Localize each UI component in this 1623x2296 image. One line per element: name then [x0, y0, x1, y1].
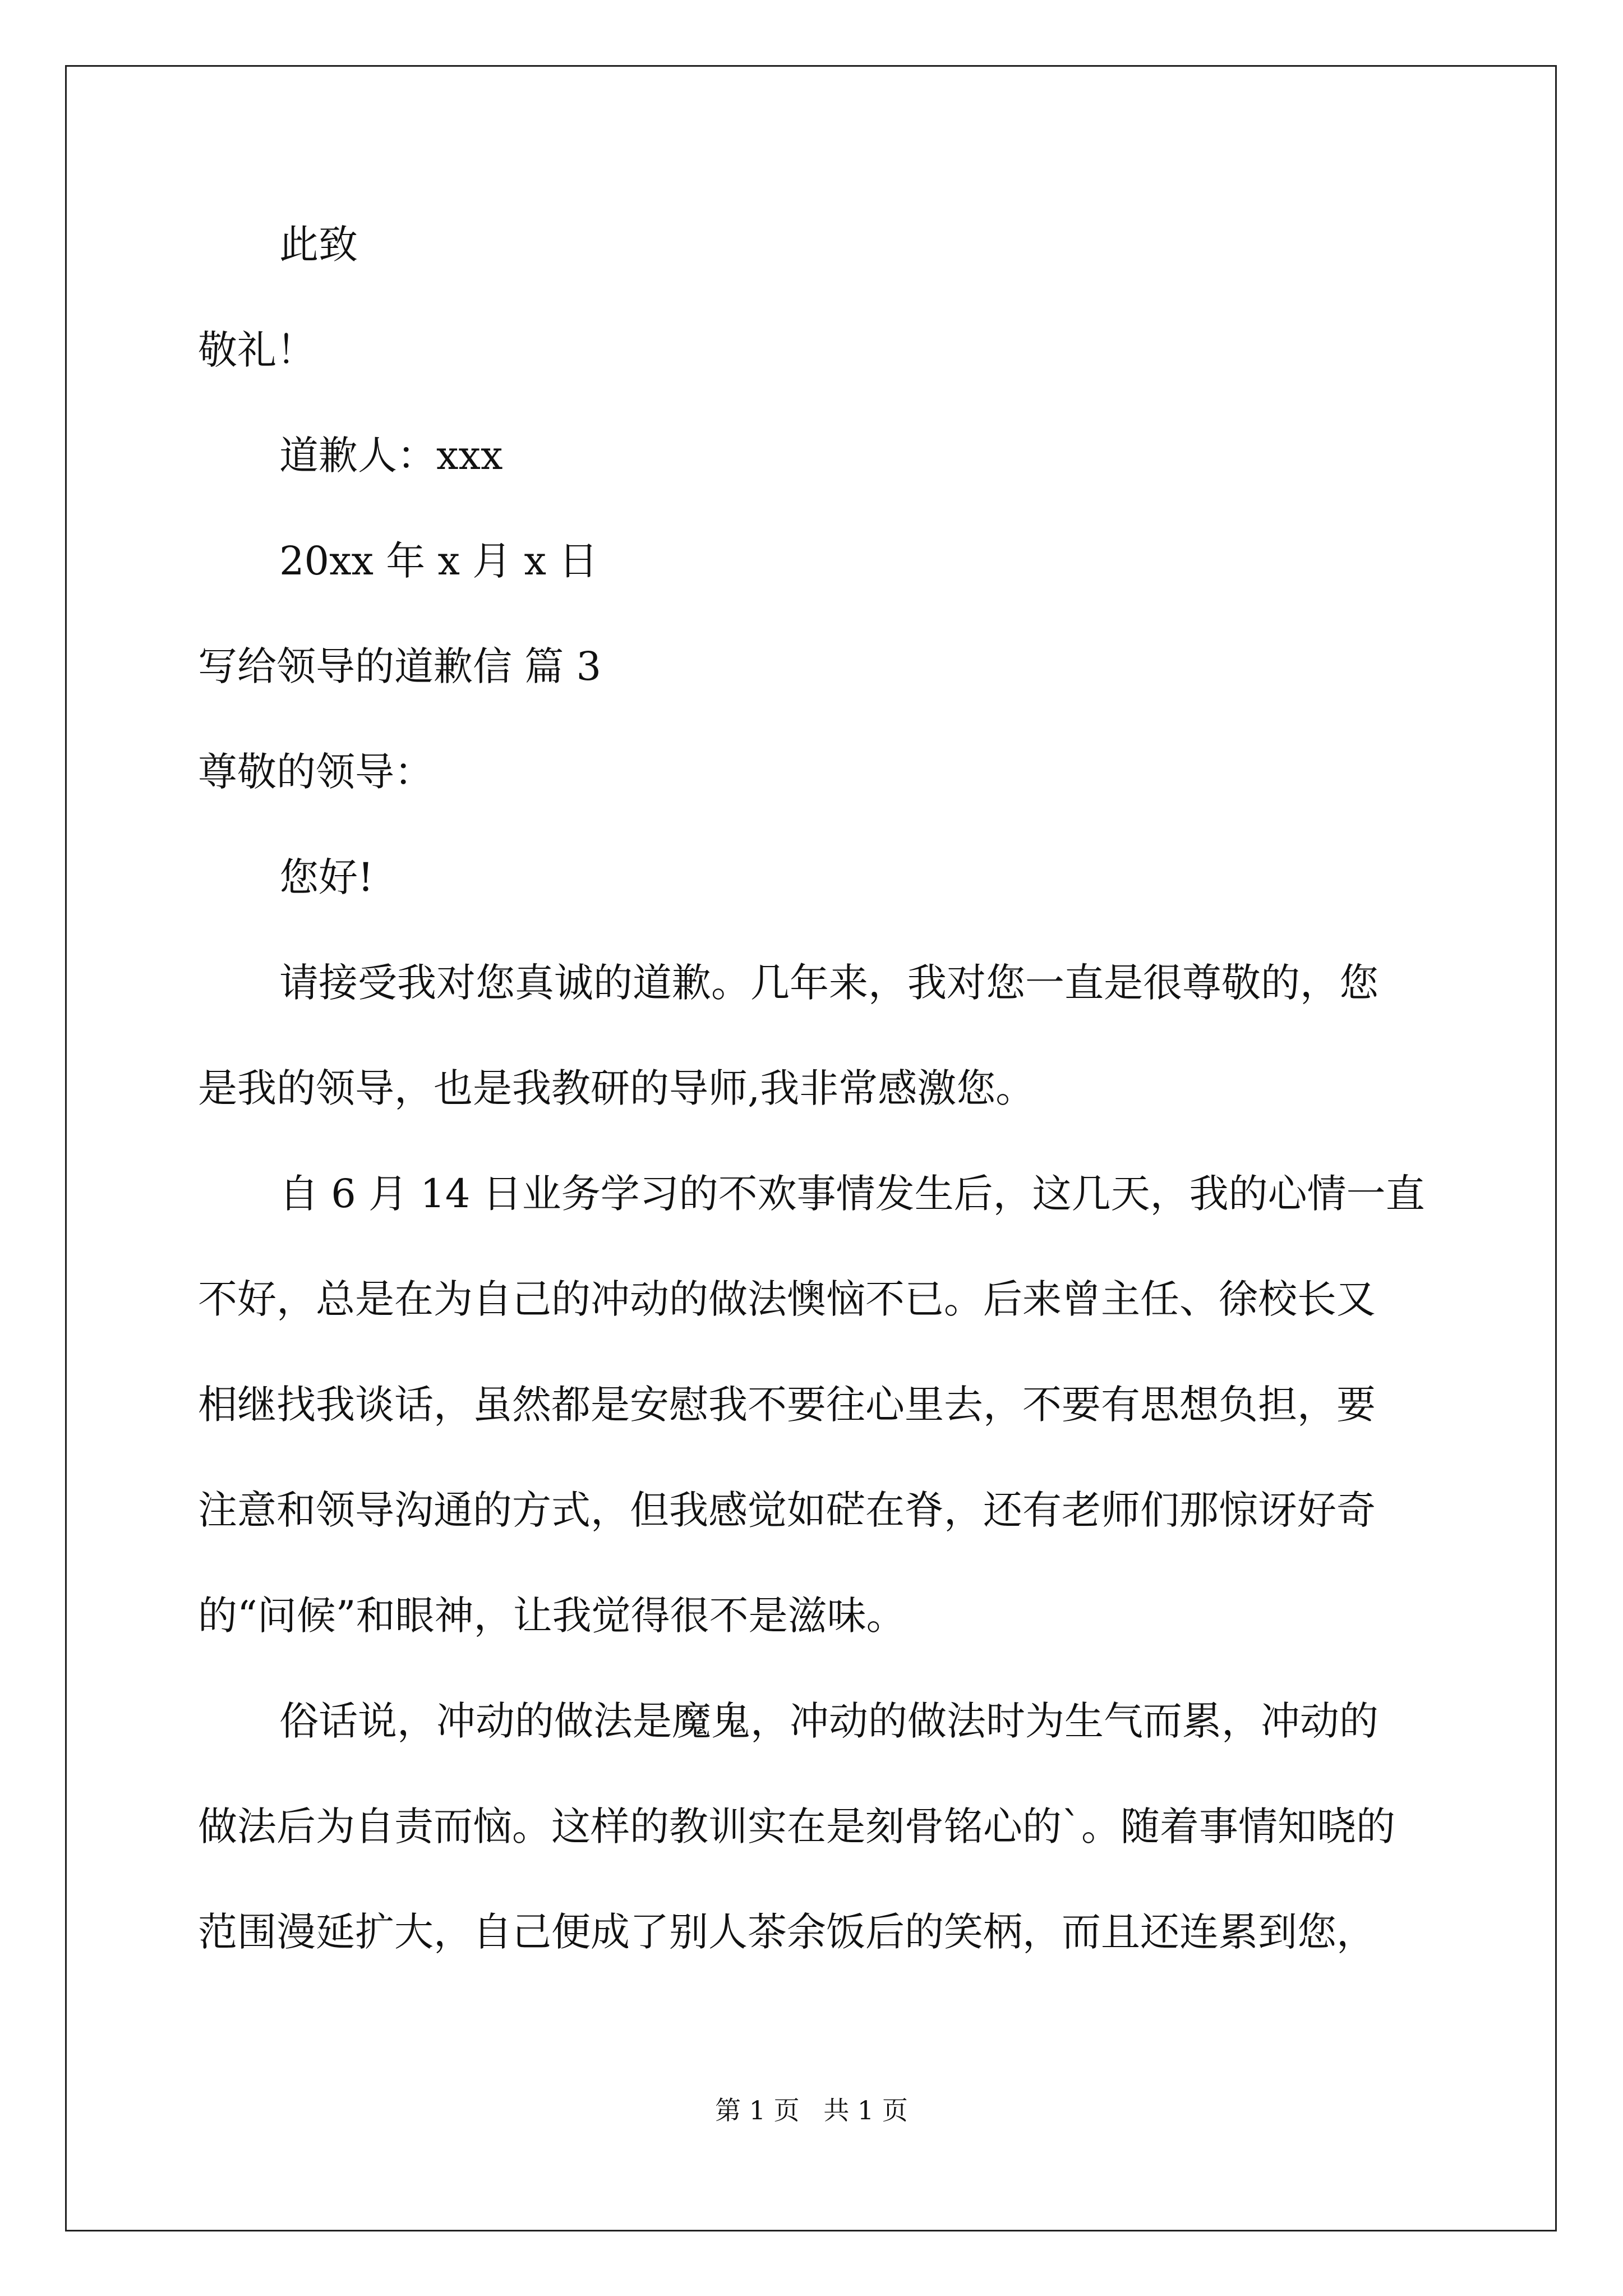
paragraph-line: 自 6 月 14 日业务学习的不欢事情发生后，这几天，我的心情一直	[279, 1171, 1425, 1217]
paragraph-line: 相继找我谈话，虽然都是安慰我不要往心里去，不要有思想负担，要	[198, 1382, 1376, 1428]
page-total: 共 1 页	[823, 2095, 908, 2125]
paragraph-line: 注意和领导沟通的方式，但我感觉如硭在脊，还有老师们那惊讶好奇	[198, 1487, 1376, 1533]
paragraph-line: 不好，总是在为自己的冲动的做法懊恼不已。后来曾主任、徐校长又	[198, 1276, 1376, 1322]
page-number: 第 1 页	[715, 2095, 800, 2125]
closing-salutation: 此致	[279, 222, 358, 268]
paragraph-line: 范围漫延扩大，自己便成了别人茶余饭后的笑柄，而且还连累到您，	[198, 1909, 1376, 1955]
hello-line: 您好!	[279, 854, 374, 900]
paragraph-line: 俗话说，冲动的做法是魔鬼，冲动的做法时为生气而累，冲动的	[279, 1698, 1378, 1744]
section-title: 写给领导的道歉信 篇 3	[198, 643, 602, 689]
paragraph-line: 请接受我对您真诚的道歉。几年来，我对您一直是很尊敬的，您	[279, 960, 1378, 1006]
paragraph-line: 做法后为自责而恼。这样的教训实在是刻骨铭心的`。随着事情知晓的	[198, 1803, 1395, 1849]
paragraph-line: 的“问候”和眼神，让我觉得很不是滋味。	[198, 1593, 906, 1639]
greeting-line: 尊敬的领导：	[198, 749, 434, 795]
page-footer	[0, 2093, 1623, 2127]
date-line: 20xx 年 x 月 x 日	[279, 538, 598, 584]
paragraph-line: 是我的领导，也是我教研的导师,我非常感激您。	[198, 1065, 1035, 1111]
signature-line: 道歉人：xxx	[279, 432, 503, 478]
closing-regards: 敬礼！	[198, 327, 316, 373]
